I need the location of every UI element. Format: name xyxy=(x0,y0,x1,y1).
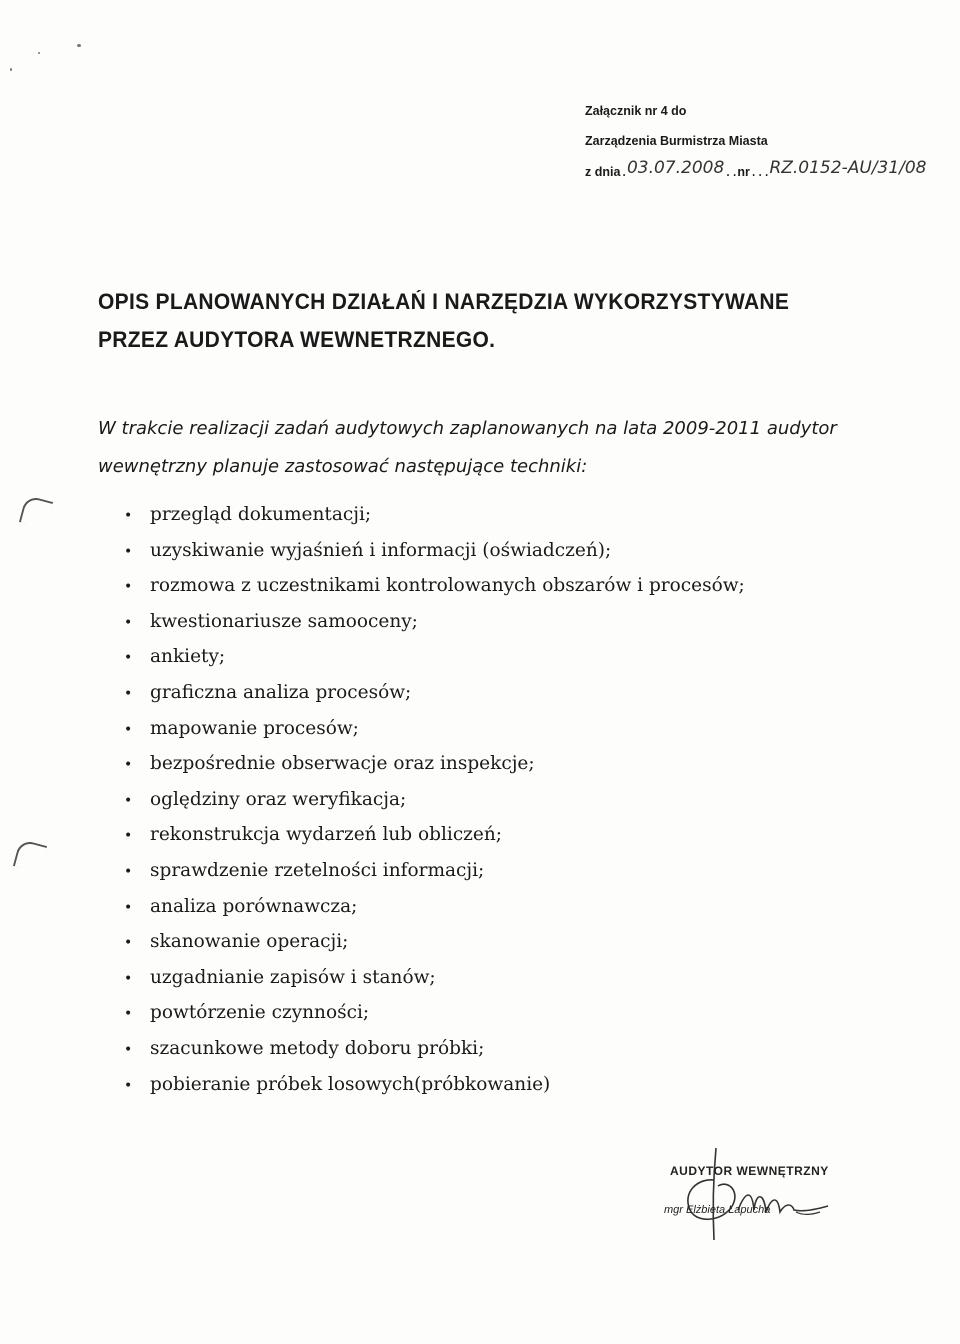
date-handwritten: 03.07.2008 xyxy=(626,158,725,178)
intro-line-1: W trakcie realizacji zadań audytowych zaplanowanych na lata 2009-2011 audytor xyxy=(98,418,837,439)
title-line-2: PRZEZ AUDYTORA WEWNETRZNEGO. xyxy=(98,328,496,353)
list-item: • sprawdzenie rzetelności informacji; xyxy=(124,859,485,881)
scan-speck xyxy=(38,52,40,54)
intro-paragraph xyxy=(98,410,898,486)
intro-line-2: wewnętrzny planuje zastosować następujące techniki: xyxy=(98,456,588,477)
document-header xyxy=(585,96,945,187)
title-line-1: OPIS PLANOWANYCH DZIAŁAŃ I NARZĘDZIA WYKORZYSTYWANE xyxy=(98,290,790,315)
scan-speck xyxy=(77,44,81,47)
list-item: • oględziny oraz weryfikacja; xyxy=(124,788,407,810)
list-item: • rekonstrukcja wydarzeń lub obliczeń; xyxy=(124,824,503,846)
stamp-title: AUDYTOR WEWNĘTRZNY xyxy=(670,1164,829,1178)
nr-label: nr xyxy=(737,165,750,179)
list-item: • szacunkowe metody doboru próbki; xyxy=(124,1037,485,1059)
list-item: • bezpośrednie obserwacje oraz inspekcje; xyxy=(124,753,535,775)
list-item: • graficzna analiza procesów; xyxy=(124,681,412,703)
stamp-name: mgr Elżbieta Łapucha xyxy=(664,1204,771,1216)
signature-graphic xyxy=(668,1140,868,1250)
header-line-2: Zarządzenia Burmistrza Miasta xyxy=(585,134,768,148)
date-prefix: z dnia xyxy=(585,165,621,179)
document-title xyxy=(98,284,898,360)
list-item: • pobieranie próbek losowych(próbkowanie) xyxy=(124,1073,551,1095)
list-item: • przegląd dokumentacji; xyxy=(124,504,372,525)
list-item: • powtórzenie czynności; xyxy=(124,1002,370,1024)
list-item: • kwestionariusze samooceny; xyxy=(124,610,418,632)
auditor-stamp xyxy=(664,1150,868,1250)
list-item: • rozmowa z uczestnikami kontrolowanych obszarów i procesów; xyxy=(124,575,745,597)
scan-speck xyxy=(10,68,12,71)
header-date-line: z dnia.03.07.2008..nr...RZ.0152-AU/31/08 xyxy=(585,158,927,179)
header-line-1: Załącznik nr 4 do xyxy=(585,104,687,118)
punch-hole-mark xyxy=(13,839,47,873)
techniques-list xyxy=(124,497,884,1102)
nr-handwritten: RZ.0152-AU/31/08 xyxy=(769,158,927,178)
list-item: • uzyskiwanie wyjaśnień i informacji (oświadczeń); xyxy=(124,539,612,561)
list-item: • uzgadnianie zapisów i stanów; xyxy=(124,966,436,988)
list-item: • skanowanie operacji; xyxy=(124,931,349,953)
list-item: • ankiety; xyxy=(124,646,226,668)
list-item: • mapowanie procesów; xyxy=(124,717,359,739)
list-item: • analiza porównawcza; xyxy=(124,895,358,917)
punch-hole-mark xyxy=(19,495,53,529)
